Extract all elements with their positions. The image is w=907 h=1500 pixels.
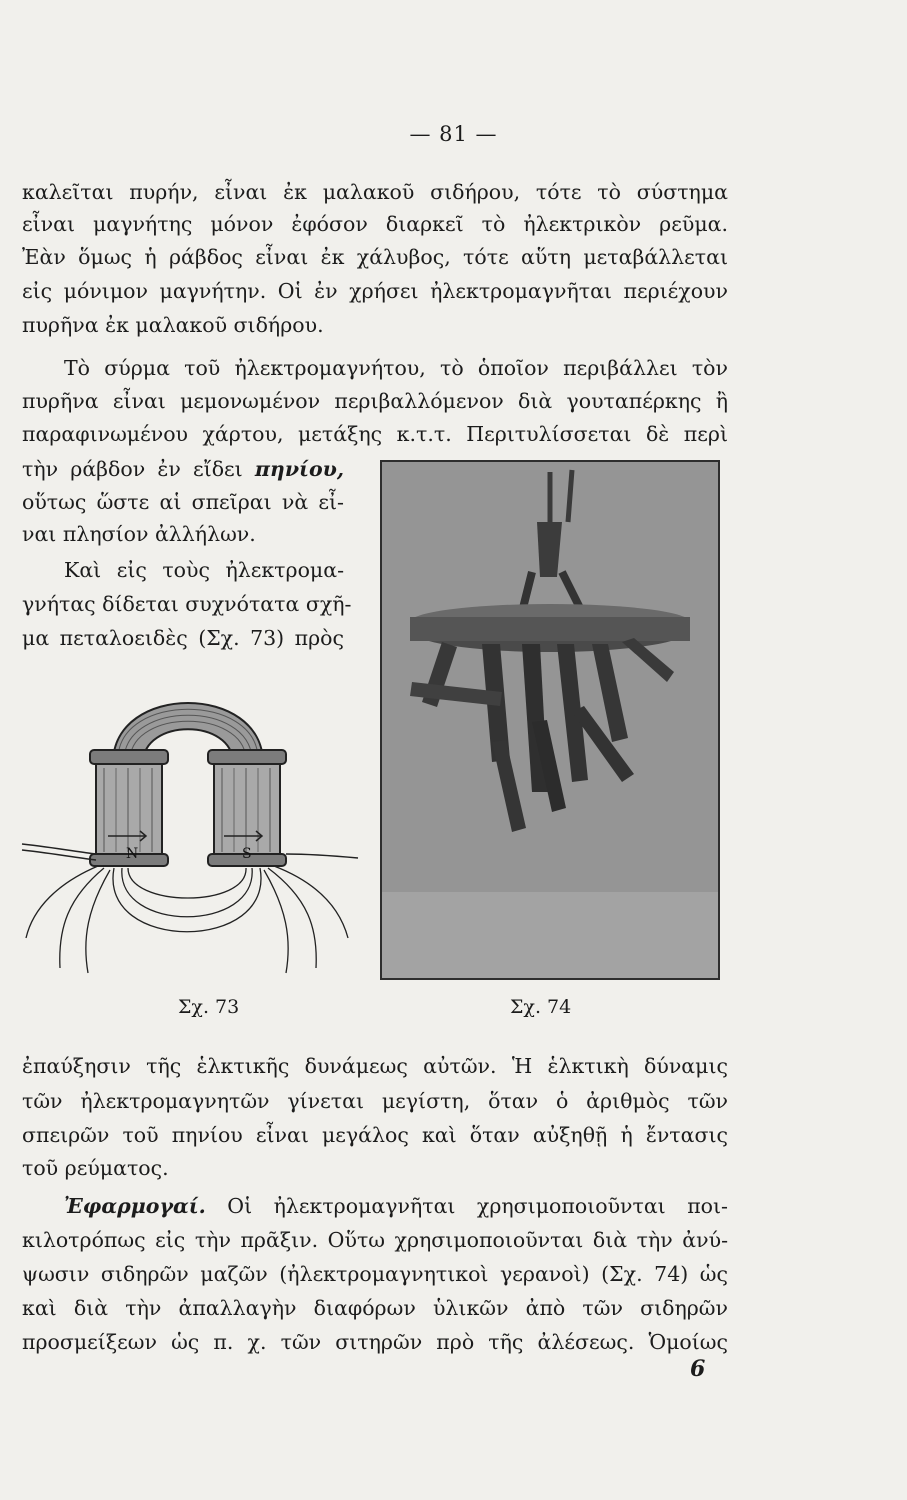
- text-line: [22, 1192, 728, 1220]
- text-line: παραφινωμένου χάρτου, μετάξης κ.τ.τ. Περιτυλίσσεται δὲ περὶ: [22, 422, 728, 446]
- signature-mark: 6: [690, 1356, 706, 1382]
- text-line: μα πεταλοειδὲς (Σχ. 73) πρὸς: [22, 626, 344, 650]
- text-line: εἶναι μαγνήτης μόνον ἐφόσον διαρκεῖ τὸ ἠλεκτρικὸν ρεῦμα.: [22, 212, 728, 236]
- text-line: ἐπαύξησιν τῆς ἑλκτικῆς δυνάμεως αὐτῶν. Ἡ ἑλκτικὴ δύναμις: [22, 1054, 728, 1078]
- text-span: τὴν ράβδον ἐν εἴδει: [22, 457, 243, 481]
- text-line: τῶν ἠλεκτρομαγνητῶν γίνεται μεγίστη, ὅταν ὁ ἀριθμὸς τῶν: [22, 1089, 728, 1113]
- text-line: Καὶ εἰς τοὺς ἠλεκτρομα-: [64, 558, 344, 582]
- text-line: Ἐὰν ὅμως ἡ ράβδος εἶναι ἐκ χάλυβος, τότε αὕτη μεταβάλλεται: [22, 245, 728, 269]
- text-line: ναι πλησίον ἀλλήλων.: [22, 522, 256, 546]
- text-line: [22, 455, 344, 483]
- section-heading: Ἐφαρμογαί.: [64, 1194, 206, 1218]
- text-line: πυρῆνα ἐκ μαλακοῦ σιδήρου.: [22, 313, 324, 337]
- text-line: ψωσιν σιδηρῶν μαζῶν (ἠλεκτρομαγνητικοὶ γερανοὶ) (Σχ. 74) ὡς: [22, 1262, 728, 1286]
- text-line: προσμείξεων ὡς π. χ. τῶν σιτηρῶν πρὸ τῆς ἀλέσεως. Ὁμοίως: [22, 1330, 728, 1354]
- text-line: καὶ διὰ τὴν ἀπαλλαγὴν διαφόρων ὑλικῶν ἀπὸ τῶν σιδηρῶν: [22, 1296, 728, 1320]
- text-line: πυρῆνα εἶναι μεμονωμένον περιβαλλόμενον διὰ γουταπέρκης ἢ: [22, 389, 728, 413]
- text-line: εἰς μόνιμον μαγνήτην. Οἱ ἐν χρήσει ἠλεκτρομαγνῆται περιέχουν: [22, 279, 728, 303]
- crane-photo-image: [382, 462, 718, 978]
- figure-73-caption: Σχ. 73: [178, 996, 240, 1018]
- text-line: καλεῖται πυρήν, εἶναι ἐκ μαλακοῦ σιδήρου, τότε τὸ σύστημα: [22, 180, 728, 204]
- figure-74-crane-photo: [380, 460, 720, 980]
- pole-label-s: S: [242, 846, 252, 862]
- text-line: σπειρῶν τοῦ πηνίου εἶναι μεγάλος καὶ ὅταν αὐξηθῇ ἡ ἔντασις: [22, 1123, 728, 1147]
- pole-label-n: N: [126, 846, 139, 862]
- figure-74-caption: Σχ. 74: [510, 996, 572, 1018]
- text-span: Οἱ ἠλεκτρομαγνῆται χρησιμοποιοῦνται ποι-: [227, 1194, 728, 1218]
- page-number: — 81 —: [409, 122, 498, 146]
- text-line: τοῦ ρεύματος.: [22, 1156, 169, 1180]
- text-line: οὕτως ὥστε αἱ σπεῖραι νὰ εἶ-: [22, 490, 344, 514]
- figure-73-electromagnet: [18, 668, 363, 988]
- text-line: κιλοτρόπως εἰς τὴν πρᾶξιν. Οὕτω χρησιμοποιοῦνται διὰ τὴν ἀνύ-: [22, 1228, 728, 1252]
- text-line: γνήτας δίδεται συχνότατα σχῆ-: [22, 592, 352, 616]
- text-line: Τὸ σύρμα τοῦ ἠλεκτρομαγνήτου, τὸ ὁποῖον περιβάλλει τὸν: [64, 356, 728, 380]
- emphasis-word: πηνίου,: [254, 457, 344, 481]
